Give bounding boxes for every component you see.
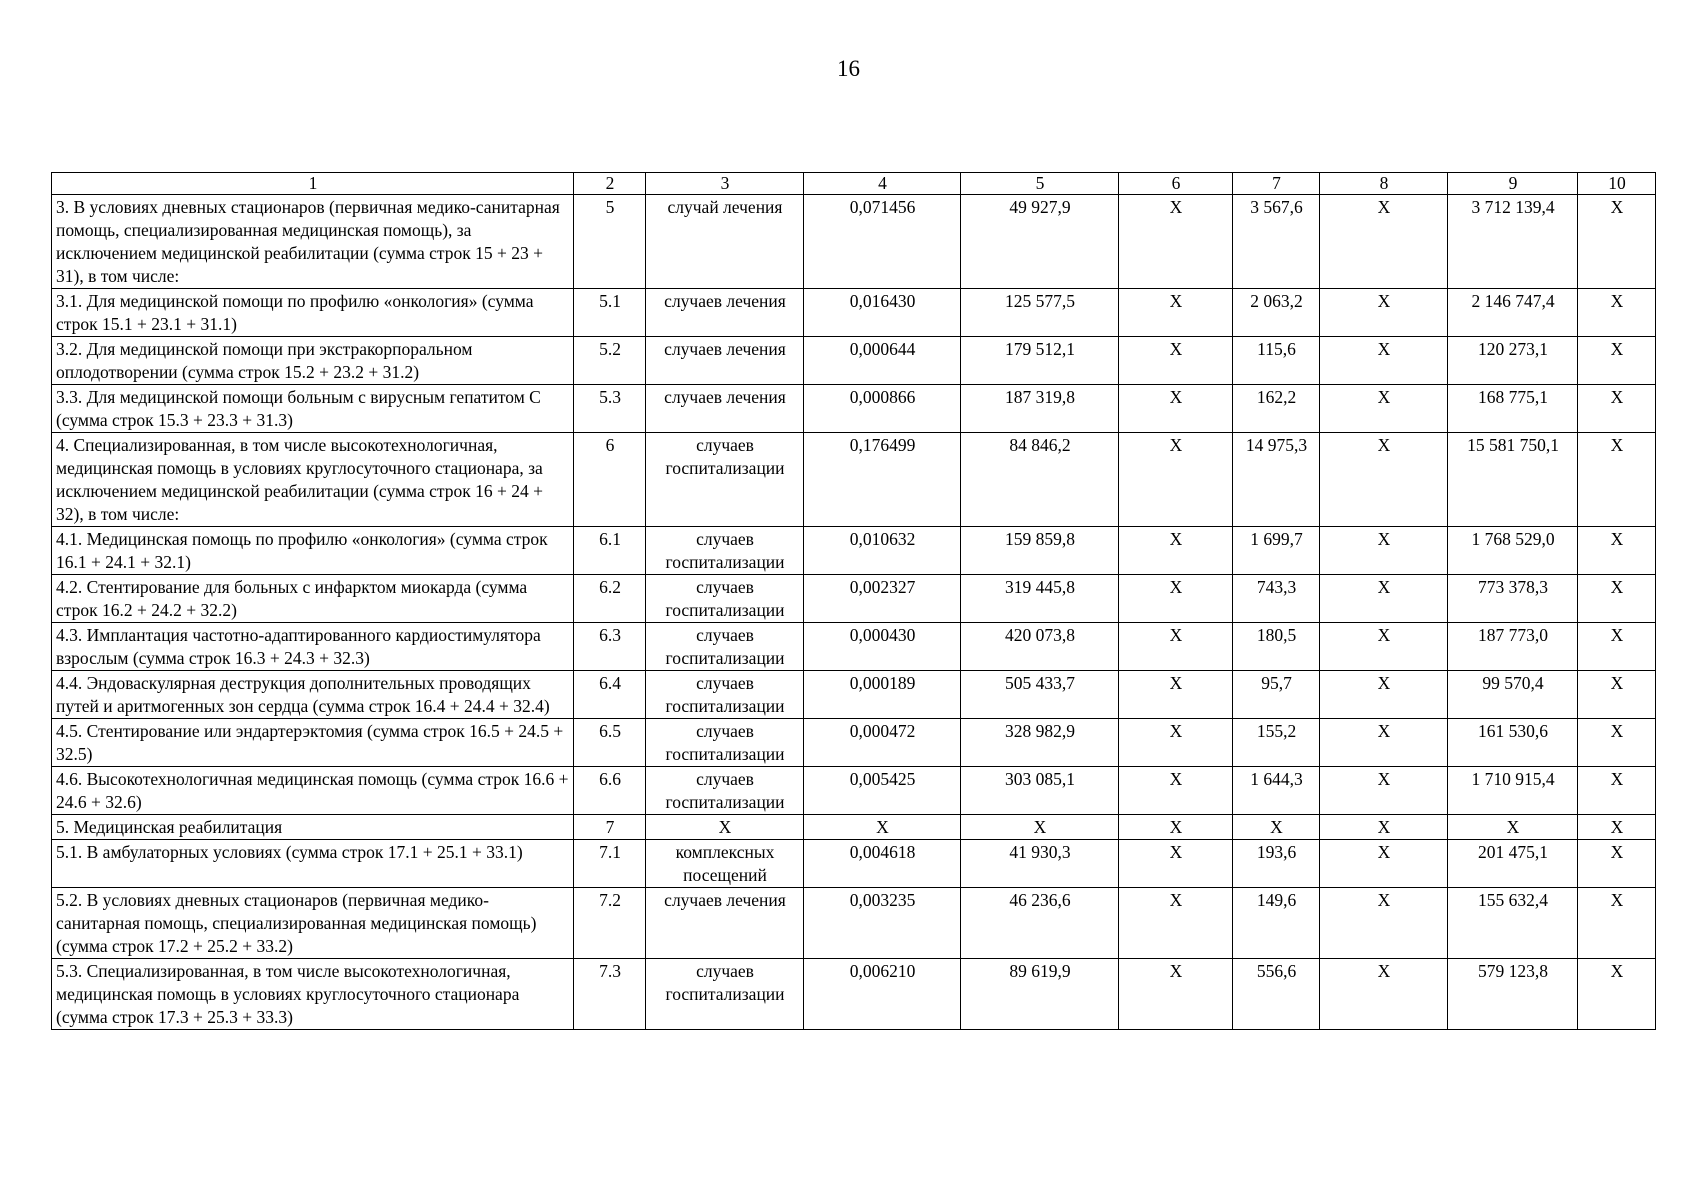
col10-cell: Х — [1578, 767, 1656, 815]
header-cell: 10 — [1578, 173, 1656, 195]
header-cell: 3 — [646, 173, 804, 195]
col8-cell: Х — [1320, 767, 1448, 815]
row-code-cell: 7.3 — [574, 959, 646, 1030]
norm-cell: 0,010632 — [804, 527, 961, 575]
table-row — [52, 767, 1656, 815]
col9-cell: Х — [1448, 815, 1578, 840]
col7-cell: Х — [1233, 815, 1320, 840]
col8-cell: Х — [1320, 289, 1448, 337]
norm-cell: 0,002327 — [804, 575, 961, 623]
table-row — [52, 840, 1656, 888]
unit-cell: случай лечения — [646, 195, 804, 289]
norm-cell: 0,016430 — [804, 289, 961, 337]
row-name-cell: 3. В условиях дневных стационаров (первичная медико-санитарная помощь, специализированная медицинская помощь), за исключением медицинской реабилитации (сумма строк 15 + 23 + 31), в том числе: — [52, 195, 574, 289]
col10-cell: Х — [1578, 575, 1656, 623]
norm-cell: 0,176499 — [804, 433, 961, 527]
header-cell: 5 — [961, 173, 1119, 195]
cost-cell: 84 846,2 — [961, 433, 1119, 527]
col7-cell: 2 063,2 — [1233, 289, 1320, 337]
unit-cell: случаев госпитализации — [646, 623, 804, 671]
cost-cell: 159 859,8 — [961, 527, 1119, 575]
table-row — [52, 575, 1656, 623]
col10-cell: Х — [1578, 959, 1656, 1030]
col6-cell: Х — [1119, 719, 1233, 767]
table-header-row — [52, 173, 1656, 195]
row-name-cell: 4.5. Стентирование или эндартерэктомия (сумма строк 16.5 + 24.5 + 32.5) — [52, 719, 574, 767]
row-code-cell: 6 — [574, 433, 646, 527]
unit-cell: случаев госпитализации — [646, 767, 804, 815]
col10-cell: Х — [1578, 195, 1656, 289]
col6-cell: Х — [1119, 959, 1233, 1030]
row-name-cell: 5. Медицинская реабилитация — [52, 815, 574, 840]
col7-cell: 1 699,7 — [1233, 527, 1320, 575]
col9-cell: 99 570,4 — [1448, 671, 1578, 719]
col10-cell: Х — [1578, 527, 1656, 575]
col8-cell: Х — [1320, 623, 1448, 671]
col6-cell: Х — [1119, 433, 1233, 527]
unit-cell: случаев лечения — [646, 289, 804, 337]
norm-cell: 0,000644 — [804, 337, 961, 385]
unit-cell: случаев госпитализации — [646, 719, 804, 767]
cost-cell: 179 512,1 — [961, 337, 1119, 385]
table-row — [52, 815, 1656, 840]
table-row — [52, 195, 1656, 289]
col9-cell: 161 530,6 — [1448, 719, 1578, 767]
unit-cell: Х — [646, 815, 804, 840]
header-cell: 6 — [1119, 173, 1233, 195]
cost-cell: 505 433,7 — [961, 671, 1119, 719]
row-name-cell: 4.3. Имплантация частотно-адаптированного кардиостимулятора взрослым (сумма строк 16.3 + 24.3 + 32.3) — [52, 623, 574, 671]
unit-cell: случаев госпитализации — [646, 527, 804, 575]
col7-cell: 115,6 — [1233, 337, 1320, 385]
col6-cell: Х — [1119, 888, 1233, 959]
col10-cell: Х — [1578, 671, 1656, 719]
col10-cell: Х — [1578, 385, 1656, 433]
cost-cell: 319 445,8 — [961, 575, 1119, 623]
row-name-cell: 5.1. В амбулаторных условиях (сумма строк 17.1 + 25.1 + 33.1) — [52, 840, 574, 888]
col10-cell: Х — [1578, 840, 1656, 888]
col8-cell: Х — [1320, 840, 1448, 888]
row-code-cell: 5 — [574, 195, 646, 289]
col9-cell: 2 146 747,4 — [1448, 289, 1578, 337]
row-name-cell: 5.3. Специализированная, в том числе высокотехнологичная, медицинская помощь в условиях круглосуточного стационара (сумма строк 17.3 + 25.3 + 33.3) — [52, 959, 574, 1030]
col6-cell: Х — [1119, 767, 1233, 815]
cost-cell: 303 085,1 — [961, 767, 1119, 815]
col8-cell: Х — [1320, 719, 1448, 767]
cost-cell: 49 927,9 — [961, 195, 1119, 289]
norm-cell: Х — [804, 815, 961, 840]
row-code-cell: 7.1 — [574, 840, 646, 888]
table-row — [52, 959, 1656, 1030]
row-name-cell: 4.1. Медицинская помощь по профилю «онкология» (сумма строк 16.1 + 24.1 + 32.1) — [52, 527, 574, 575]
col7-cell: 149,6 — [1233, 888, 1320, 959]
col8-cell: Х — [1320, 815, 1448, 840]
col7-cell: 162,2 — [1233, 385, 1320, 433]
row-name-cell: 4.4. Эндоваскулярная деструкция дополнительных проводящих путей и аритмогенных зон сердца (сумма строк 16.4 + 24.4 + 32.4) — [52, 671, 574, 719]
row-code-cell: 7 — [574, 815, 646, 840]
col6-cell: Х — [1119, 575, 1233, 623]
col9-cell: 187 773,0 — [1448, 623, 1578, 671]
col7-cell: 743,3 — [1233, 575, 1320, 623]
cost-cell: 187 319,8 — [961, 385, 1119, 433]
unit-cell: случаев госпитализации — [646, 433, 804, 527]
row-name-cell: 4. Специализированная, в том числе высокотехнологичная, медицинская помощь в условиях круглосуточного стационара, за исключением медицинской реабилитации (сумма строк 16 + 24 + 32), в том числе: — [52, 433, 574, 527]
table-row — [52, 671, 1656, 719]
col9-cell: 1 710 915,4 — [1448, 767, 1578, 815]
row-name-cell: 5.2. В условиях дневных стационаров (первичная медико-санитарная помощь, специализированная медицинская помощь) (сумма строк 17.2 + 25.2 + 33.2) — [52, 888, 574, 959]
norm-cell: 0,003235 — [804, 888, 961, 959]
unit-cell: случаев лечения — [646, 385, 804, 433]
col9-cell: 168 775,1 — [1448, 385, 1578, 433]
col7-cell: 14 975,3 — [1233, 433, 1320, 527]
cost-cell: 420 073,8 — [961, 623, 1119, 671]
cost-cell: 328 982,9 — [961, 719, 1119, 767]
row-name-cell: 3.3. Для медицинской помощи больным с вирусным гепатитом С (сумма строк 15.3 + 23.3 + 31.3) — [52, 385, 574, 433]
col8-cell: Х — [1320, 575, 1448, 623]
col6-cell: Х — [1119, 337, 1233, 385]
col8-cell: Х — [1320, 385, 1448, 433]
header-cell: 8 — [1320, 173, 1448, 195]
col9-cell: 1 768 529,0 — [1448, 527, 1578, 575]
row-code-cell: 6.3 — [574, 623, 646, 671]
unit-cell: случаев лечения — [646, 337, 804, 385]
row-code-cell: 5.1 — [574, 289, 646, 337]
col10-cell: Х — [1578, 888, 1656, 959]
header-cell: 9 — [1448, 173, 1578, 195]
col10-cell: Х — [1578, 815, 1656, 840]
header-cell: 2 — [574, 173, 646, 195]
col7-cell: 193,6 — [1233, 840, 1320, 888]
row-code-cell: 6.6 — [574, 767, 646, 815]
table-row — [52, 527, 1656, 575]
cost-cell: 41 930,3 — [961, 840, 1119, 888]
col8-cell: Х — [1320, 337, 1448, 385]
unit-cell: случаев госпитализации — [646, 959, 804, 1030]
row-code-cell: 7.2 — [574, 888, 646, 959]
norm-cell: 0,000472 — [804, 719, 961, 767]
col7-cell: 556,6 — [1233, 959, 1320, 1030]
norm-cell: 0,005425 — [804, 767, 961, 815]
col8-cell: Х — [1320, 433, 1448, 527]
row-code-cell: 6.4 — [574, 671, 646, 719]
table-row — [52, 385, 1656, 433]
row-name-cell: 3.2. Для медицинской помощи при экстракорпоральном оплодотворении (сумма строк 15.2 + 23.2 + 31.2) — [52, 337, 574, 385]
col9-cell: 120 273,1 — [1448, 337, 1578, 385]
row-name-cell: 4.2. Стентирование для больных с инфарктом миокарда (сумма строк 16.2 + 24.2 + 32.2) — [52, 575, 574, 623]
norm-cell: 0,071456 — [804, 195, 961, 289]
col7-cell: 95,7 — [1233, 671, 1320, 719]
row-code-cell: 5.2 — [574, 337, 646, 385]
col10-cell: Х — [1578, 337, 1656, 385]
col10-cell: Х — [1578, 433, 1656, 527]
row-name-cell: 4.6. Высокотехнологичная медицинская помощь (сумма строк 16.6 + 24.6 + 32.6) — [52, 767, 574, 815]
col8-cell: Х — [1320, 527, 1448, 575]
norm-cell: 0,000866 — [804, 385, 961, 433]
header-cell: 7 — [1233, 173, 1320, 195]
page-number: 16 — [837, 56, 860, 81]
row-code-cell: 5.3 — [574, 385, 646, 433]
data-table — [51, 172, 1656, 1030]
table-row — [52, 337, 1656, 385]
col6-cell: Х — [1119, 815, 1233, 840]
cost-cell: 46 236,6 — [961, 888, 1119, 959]
unit-cell: случаев лечения — [646, 888, 804, 959]
col6-cell: Х — [1119, 623, 1233, 671]
norm-cell: 0,000189 — [804, 671, 961, 719]
cost-cell: 125 577,5 — [961, 289, 1119, 337]
unit-cell: случаев госпитализации — [646, 671, 804, 719]
col7-cell: 1 644,3 — [1233, 767, 1320, 815]
norm-cell: 0,006210 — [804, 959, 961, 1030]
col8-cell: Х — [1320, 671, 1448, 719]
norm-cell: 0,000430 — [804, 623, 961, 671]
norm-cell: 0,004618 — [804, 840, 961, 888]
col7-cell: 3 567,6 — [1233, 195, 1320, 289]
col8-cell: Х — [1320, 959, 1448, 1030]
table-row — [52, 719, 1656, 767]
header-cell: 4 — [804, 173, 961, 195]
row-name-cell: 3.1. Для медицинской помощи по профилю «онкология» (сумма строк 15.1 + 23.1 + 31.1) — [52, 289, 574, 337]
row-code-cell: 6.2 — [574, 575, 646, 623]
cost-cell: Х — [961, 815, 1119, 840]
col9-cell: 155 632,4 — [1448, 888, 1578, 959]
row-code-cell: 6.1 — [574, 527, 646, 575]
col7-cell: 180,5 — [1233, 623, 1320, 671]
col7-cell: 155,2 — [1233, 719, 1320, 767]
table-row — [52, 623, 1656, 671]
col9-cell: 579 123,8 — [1448, 959, 1578, 1030]
unit-cell: случаев госпитализации — [646, 575, 804, 623]
col6-cell: Х — [1119, 840, 1233, 888]
col8-cell: Х — [1320, 888, 1448, 959]
col9-cell: 773 378,3 — [1448, 575, 1578, 623]
row-code-cell: 6.5 — [574, 719, 646, 767]
col10-cell: Х — [1578, 623, 1656, 671]
col10-cell: Х — [1578, 719, 1656, 767]
unit-cell: комплексных посещений — [646, 840, 804, 888]
col6-cell: Х — [1119, 289, 1233, 337]
header-cell: 1 — [52, 173, 574, 195]
cost-cell: 89 619,9 — [961, 959, 1119, 1030]
col10-cell: Х — [1578, 289, 1656, 337]
col6-cell: Х — [1119, 671, 1233, 719]
col6-cell: Х — [1119, 195, 1233, 289]
table-row — [52, 289, 1656, 337]
col9-cell: 3 712 139,4 — [1448, 195, 1578, 289]
table-row — [52, 433, 1656, 527]
col6-cell: Х — [1119, 527, 1233, 575]
col8-cell: Х — [1320, 195, 1448, 289]
table-row — [52, 888, 1656, 959]
col9-cell: 201 475,1 — [1448, 840, 1578, 888]
col6-cell: Х — [1119, 385, 1233, 433]
col9-cell: 15 581 750,1 — [1448, 433, 1578, 527]
